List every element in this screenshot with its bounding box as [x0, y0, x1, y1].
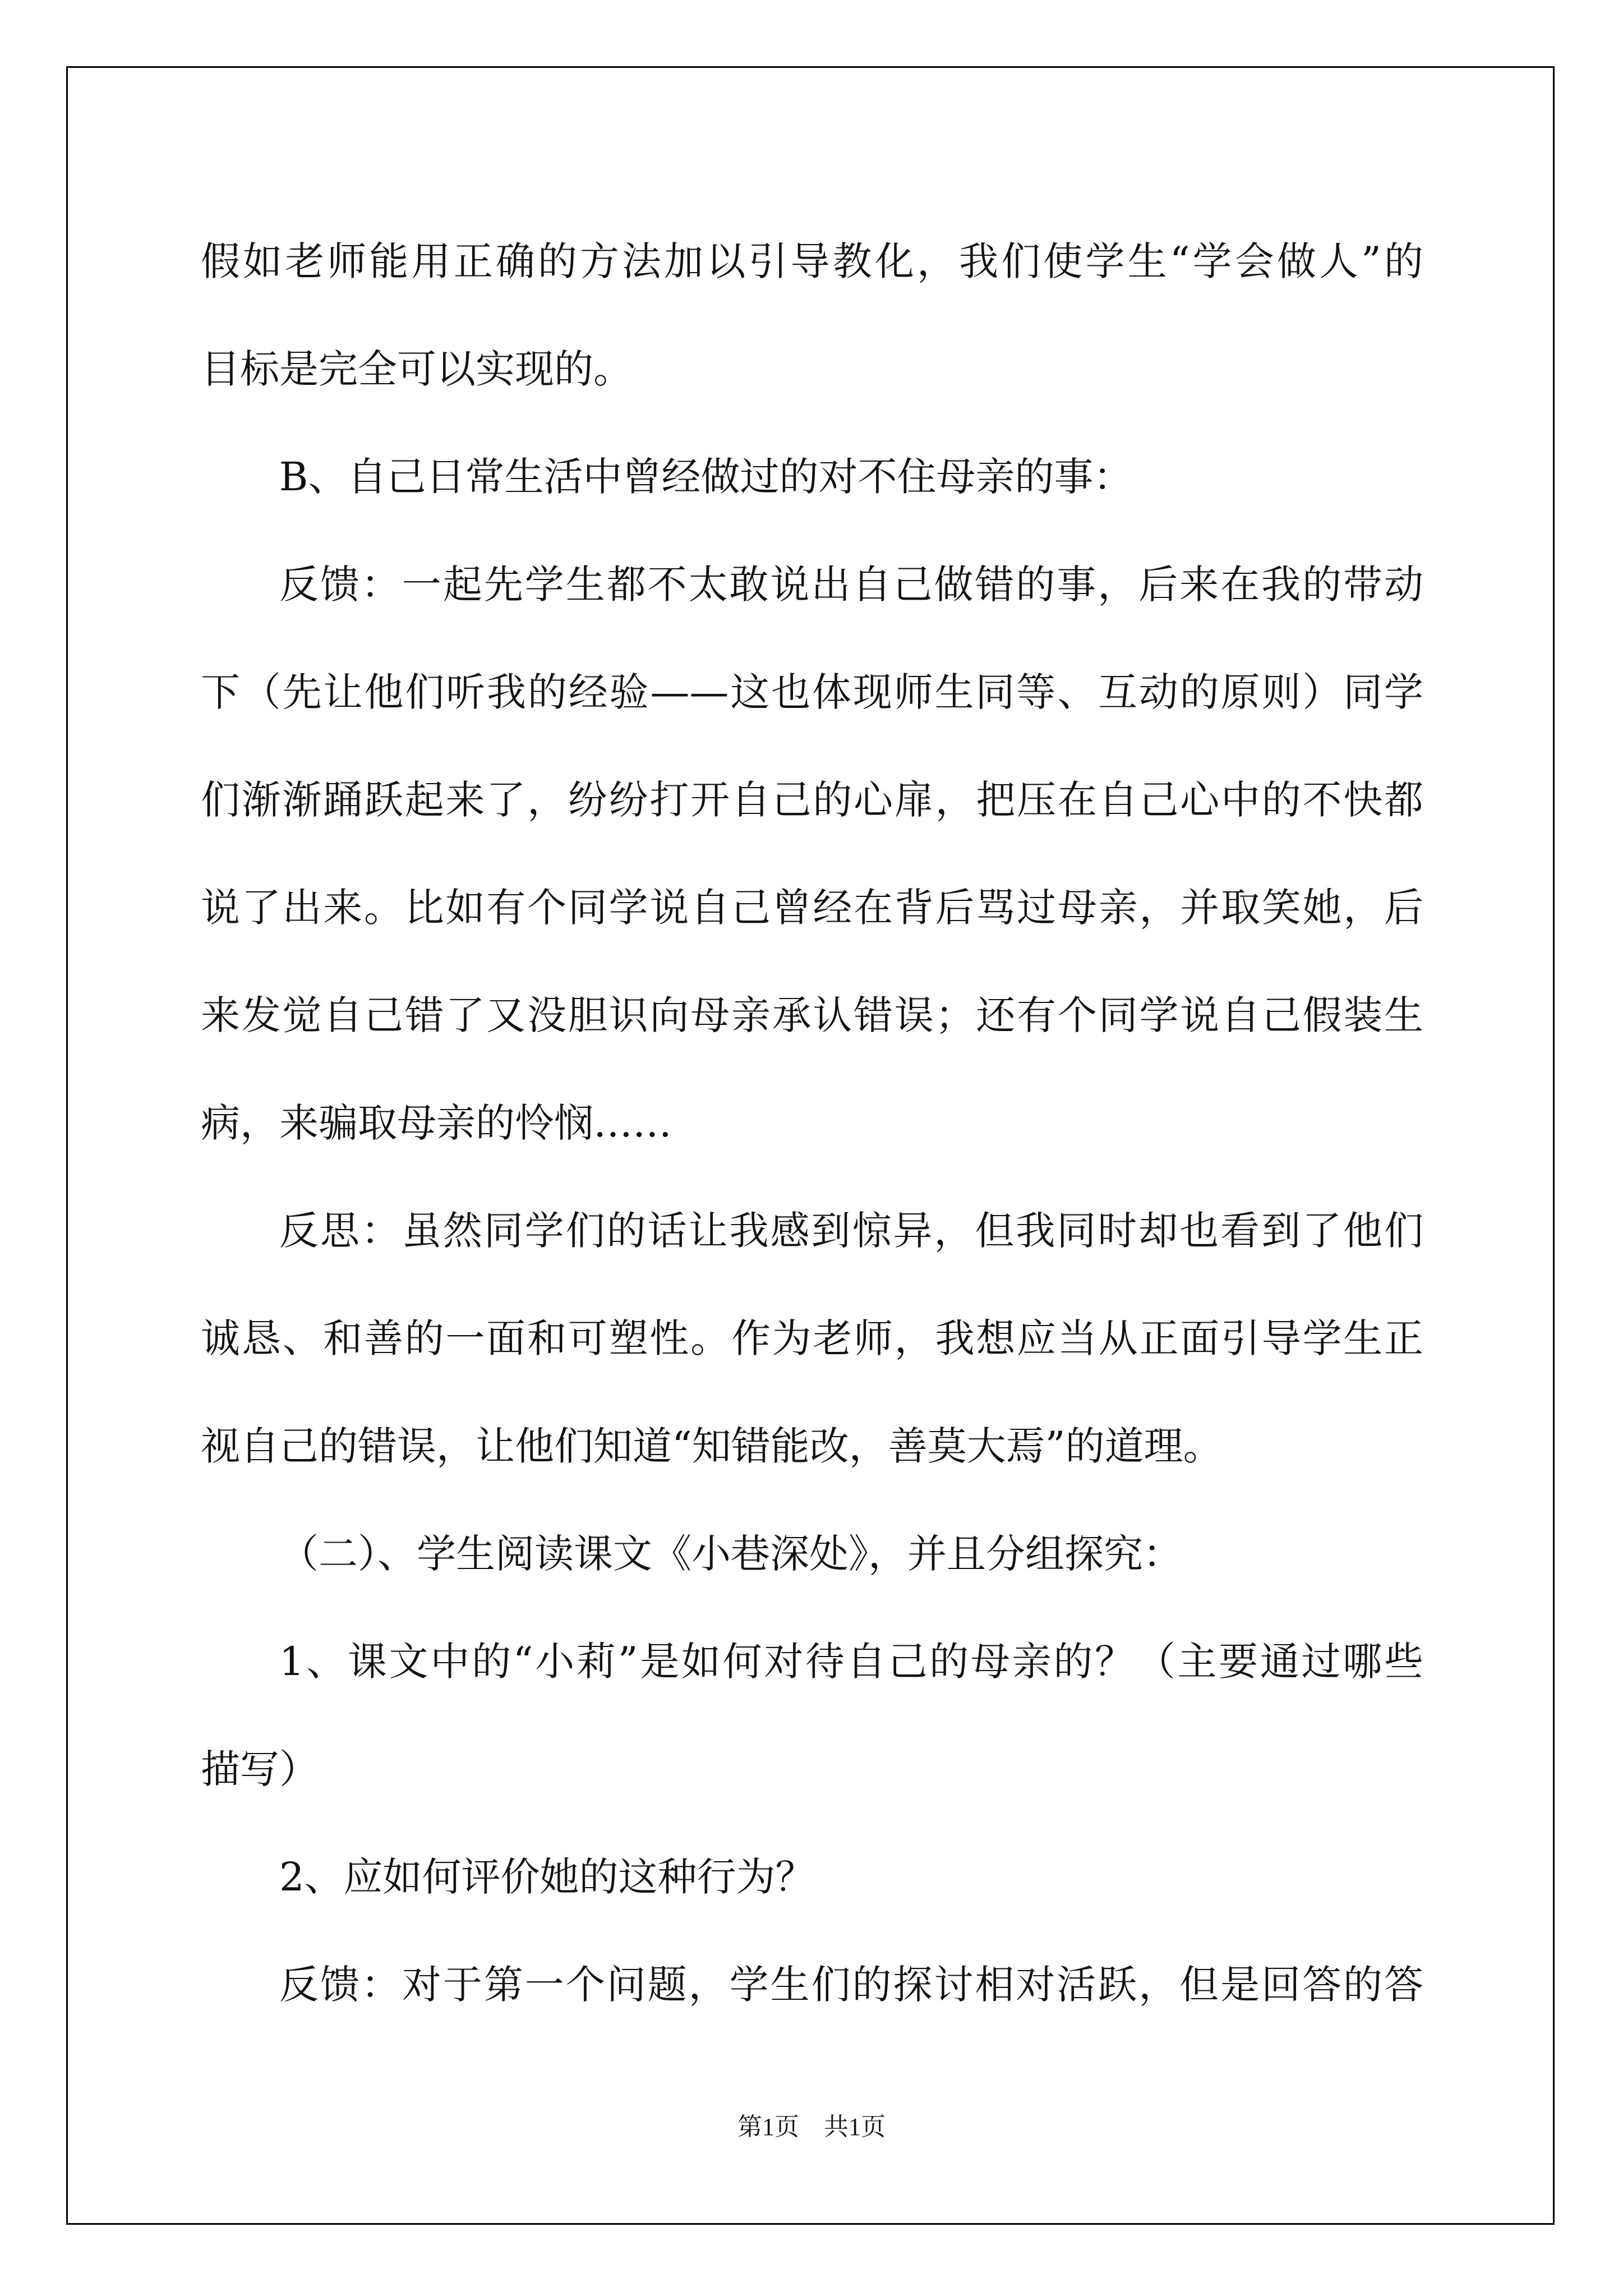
text-line: 病，来骗取母亲的怜悯……: [201, 1100, 672, 1146]
text-line: 反馈：对于第一个问题，学生们的探讨相对活跃，但是回答的答: [279, 1962, 1423, 2008]
text-line: 视自己的错误，让他们知道“知错能改，善莫大焉”的道理。: [201, 1423, 1223, 1469]
text-line: 反思：虽然同学们的话让我感到惊异，但我同时却也看到了他们: [279, 1208, 1423, 1254]
text-line: 目标是完全可以实现的。: [201, 346, 633, 392]
text-line: （二）、学生阅读课文《小巷深处》，并且分组探究：: [279, 1531, 1182, 1577]
text-line: 反馈：一起先学生都不太敢说出自己做错的事，后来在我的带动: [279, 562, 1423, 608]
text-line: 1、课文中的“小莉”是如何对待自己的母亲的？（主要通过哪些: [279, 1639, 1423, 1685]
text-line: 假如老师能用正确的方法加以引导教化，我们使学生“学会做人”的: [201, 238, 1423, 284]
text-line: 描写）: [201, 1746, 319, 1792]
text-line: B、自己日常生活中曾经做过的对不住母亲的事：: [279, 454, 1133, 500]
text-line: 们渐渐踊跃起来了，纷纷打开自己的心扉，把压在自己心中的不快都: [201, 777, 1423, 823]
document-body: [201, 208, 1423, 2039]
text-line: 下（先让他们听我的经验——这也体现师生同等、互动的原则）同学: [201, 669, 1423, 715]
page-number: 第1页 共1页: [737, 2113, 886, 2141]
text-line: 2、应如何评价她的这种行为？: [279, 1854, 815, 1900]
text-line: 说了出来。比如有个同学说自己曾经在背后骂过母亲，并取笑她，后: [201, 885, 1423, 931]
text-line: 来发觉自己错了又没胆识向母亲承认错误；还有个同学说自己假装生: [201, 992, 1423, 1038]
text-line: 诚恳、和善的一面和可塑性。作为老师，我想应当从正面引导学生正: [201, 1315, 1423, 1361]
